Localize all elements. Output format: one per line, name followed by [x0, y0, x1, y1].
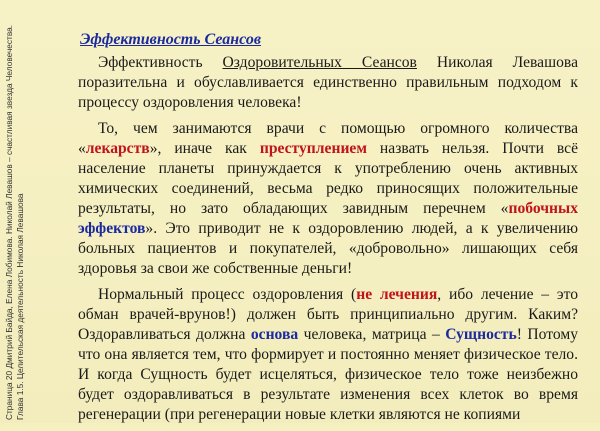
emphasis-effects: эффектов	[78, 220, 146, 237]
emphasis-not-treatment: не лечения	[356, 286, 438, 303]
p1-text-2: Николая Левашова поразительна и обуславливается единственно правильным подходом к процессу оздоровления человека!	[78, 54, 578, 111]
emphasis-crime: преступлением	[259, 140, 367, 157]
p3-text-2: , ибо лечение – это обман врачей-врунов!) должен быть принципиально другим. Каким? Оздоравливаться должна	[78, 286, 578, 343]
p3-text-3: человека, матрица –	[298, 326, 446, 343]
p3-text-4: ! Потому что она является тем, что формирует и постоянно меняет физическое тело. И когда Сущность будет исцеляться, физическое тело тоже неизбежно будет оздоравливаться в результате изменения всех клеток во время регенерации (при регенерации новые клетки являются не копиями	[78, 326, 579, 423]
p2-text-2: », иначе как	[149, 140, 260, 157]
emphasis-essence: Сущность	[445, 326, 517, 343]
healing-sessions-link[interactable]: Оздоровительных Сеансов	[222, 54, 417, 71]
paragraph-2	[78, 119, 578, 279]
p3-text-1: Нормальный процесс оздоровления (	[98, 286, 357, 303]
p2-text-4: ». Это приводит не к оздоровлению людей, а к увеличению больных пациентов и покупателей, «добровольно» лишающих себя здоровья за свои же собственные деньги!	[78, 220, 578, 277]
paragraph-3	[78, 285, 578, 425]
emphasis-basis: основа	[250, 326, 299, 343]
p2-text-3: назвать нельзя. Почти всё население планеты принуждается к употреблению очень активных химических соединений, весьма редко приносящих положительные результаты, но зато обладающих завидным перечнем «	[78, 140, 578, 217]
emphasis-side: побочных	[508, 200, 578, 217]
side-caption-line-1: Страница 20 Дмитрий Байда, Елена Лобимова. Николай Левашов – счастливая звезда Человечества.	[4, 24, 14, 420]
paragraph-1	[78, 53, 578, 113]
section-title: Эффективность Сеансов	[80, 31, 261, 48]
side-caption-line-2: Глава 1.5. Целительская деятельность Николая Левашова	[15, 193, 25, 420]
emphasis-medicines: лекарств	[85, 140, 150, 157]
p2-text-1: То, чем занимаются врачи с помощью огромного количества «	[78, 120, 578, 157]
side-caption	[4, 24, 26, 420]
p1-text-1: Эффективность	[98, 54, 223, 71]
document-body	[78, 30, 578, 431]
